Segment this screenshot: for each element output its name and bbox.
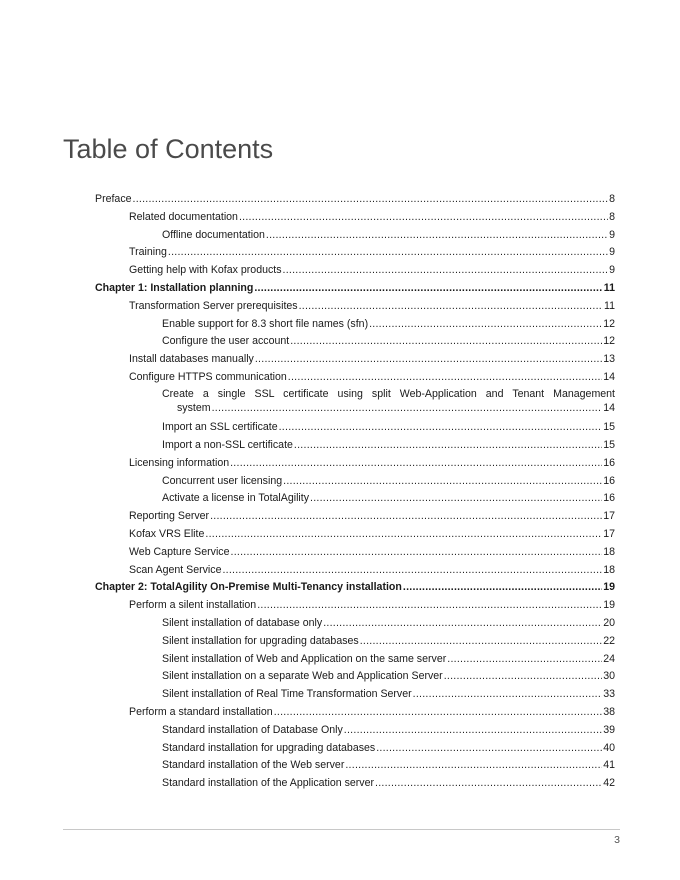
- toc-entry-page: 18: [603, 545, 615, 558]
- dot-leader: [310, 490, 602, 506]
- toc-entry-page: 38: [603, 705, 615, 718]
- toc-entry[interactable]: [162, 333, 615, 349]
- dot-leader: [288, 369, 602, 385]
- dot-leader: [222, 562, 602, 578]
- toc-entry[interactable]: [162, 615, 615, 631]
- toc-entry-page: 24: [603, 652, 615, 665]
- toc-entry-page: 14: [603, 371, 615, 383]
- toc-entry-page: 11: [604, 299, 615, 312]
- toc-entry-title: Offline documentation: [162, 228, 265, 241]
- toc-entry[interactable]: [129, 562, 615, 578]
- toc-entry-title: Transformation Server prerequisites: [129, 299, 298, 312]
- dot-leader: [205, 526, 602, 542]
- dot-leader: [413, 686, 603, 702]
- toc-entry-title: Chapter 2: TotalAgility On-Premise Multi-Tenancy installation: [95, 581, 402, 594]
- toc-entry-page: 12: [603, 335, 615, 348]
- dot-leader: [257, 597, 602, 613]
- toc-entry-title: Concurrent user licensing: [162, 474, 283, 487]
- toc-entry-title: Standard installation for upgrading databases: [162, 741, 376, 754]
- dot-leader: [299, 298, 603, 314]
- toc-entry-page: 16: [603, 492, 615, 505]
- dot-leader: [444, 668, 602, 684]
- dot-leader: [239, 209, 608, 225]
- toc-entry-title: Scan Agent Service: [129, 563, 222, 576]
- toc-entry-page: 15: [603, 421, 615, 434]
- toc-entry-page: 8: [609, 193, 615, 205]
- toc-entry-page: 12: [603, 317, 615, 330]
- dot-leader: [266, 227, 608, 243]
- toc-entry-page: 9: [609, 246, 615, 259]
- toc-entry-title: Silent installation of database only: [162, 616, 323, 629]
- toc-entry[interactable]: [162, 227, 615, 243]
- toc-entry[interactable]: [162, 387, 615, 416]
- toc-entry-title: Chapter 1: Installation planning: [95, 282, 254, 294]
- toc-entry-page: 9: [609, 228, 615, 241]
- toc-entry[interactable]: [129, 298, 615, 314]
- toc-entry-title: Activate a license in TotalAgility: [162, 492, 310, 505]
- toc-entry-title: Silent installation of Web and Application on the same server: [162, 652, 447, 665]
- toc-entry[interactable]: [162, 686, 615, 702]
- toc-entry[interactable]: [129, 262, 615, 278]
- toc-entry-page: 33: [603, 688, 615, 701]
- toc-entry-title: Standard installation of the Web server: [162, 759, 345, 772]
- toc-entry[interactable]: [162, 490, 615, 506]
- toc-entry[interactable]: [129, 508, 615, 524]
- toc-entry-title: Import a non-SSL certificate: [162, 438, 293, 451]
- dot-leader: [369, 316, 602, 332]
- dot-leader: [254, 280, 602, 296]
- toc-entry-title: Create a single SSL certificate using split Web-Application and Tenant Management: [162, 387, 615, 400]
- dot-leader: [230, 455, 602, 471]
- dot-leader: [274, 704, 603, 720]
- dot-leader: [344, 722, 602, 738]
- toc-entry[interactable]: [162, 775, 615, 791]
- toc-entry[interactable]: [129, 455, 615, 471]
- page-title: Table of Contents: [63, 134, 274, 164]
- toc-entry-title: Silent installation of Real Time Transformation Server: [162, 688, 412, 701]
- footer-divider: [63, 829, 620, 830]
- toc-entry[interactable]: [162, 722, 615, 738]
- dot-leader: [212, 401, 603, 416]
- toc-entry-title: Perform a silent installation: [129, 599, 257, 612]
- toc-entry-page: 14: [603, 402, 615, 415]
- dot-leader: [294, 437, 602, 453]
- dot-leader: [279, 419, 603, 435]
- toc-entry-page: 13: [603, 353, 615, 366]
- toc-entry[interactable]: [95, 191, 615, 207]
- toc-entry-page: 22: [603, 634, 615, 647]
- toc-entry[interactable]: [162, 316, 615, 332]
- toc-entry-title: Licensing information: [129, 456, 230, 469]
- toc-entry[interactable]: [162, 419, 615, 435]
- toc-entry-title: Configure HTTPS communication: [129, 371, 287, 383]
- toc-entry-title: Training: [129, 246, 167, 259]
- dot-leader: [283, 473, 602, 489]
- toc-entry-title: Perform a standard installation: [129, 705, 273, 718]
- toc-entry-page: 19: [603, 581, 615, 594]
- toc-entry[interactable]: [162, 437, 615, 453]
- toc-entry-title: Reporting Server: [129, 510, 210, 523]
- dot-leader: [375, 775, 602, 791]
- toc-entry-page: 16: [603, 456, 615, 469]
- dot-leader: [403, 579, 602, 595]
- toc-entry-page: 19: [603, 599, 615, 612]
- toc-entry-page: 17: [603, 510, 615, 523]
- toc-entry[interactable]: [129, 351, 615, 367]
- toc-entry[interactable]: [162, 668, 615, 684]
- toc-entry[interactable]: [95, 280, 615, 296]
- dot-leader: [133, 191, 609, 207]
- toc-entry[interactable]: [162, 651, 615, 667]
- toc-entry-page: 18: [603, 563, 615, 576]
- toc-entry-title: Web Capture Service: [129, 545, 230, 558]
- toc-entry[interactable]: [129, 526, 615, 542]
- dot-leader: [255, 351, 602, 367]
- toc-entry-title: Kofax VRS Elite: [129, 527, 205, 540]
- toc-entry-page: 39: [603, 723, 615, 736]
- toc-entry-title: Install databases manually: [129, 353, 254, 366]
- toc-entry-title: Import an SSL certificate: [162, 421, 278, 434]
- toc-entry[interactable]: [162, 757, 615, 773]
- toc-entry-title: Related documentation: [129, 210, 238, 223]
- toc-entry-title: Silent installation on a separate Web and Application Server: [162, 670, 443, 683]
- toc-entry[interactable]: [129, 369, 615, 385]
- dot-leader: [290, 333, 602, 349]
- toc-entry-page: 16: [603, 474, 615, 487]
- toc-entry-title: Standard installation of Database Only: [162, 723, 343, 736]
- toc-entry-page: 15: [603, 438, 615, 451]
- toc-entry-page: 8: [609, 210, 615, 223]
- dot-leader: [168, 244, 608, 260]
- dot-leader: [210, 508, 602, 524]
- toc-entry[interactable]: [162, 633, 615, 649]
- toc-entry[interactable]: [129, 544, 615, 560]
- toc-entry-title: Standard installation of the Application server: [162, 777, 375, 790]
- toc-entry[interactable]: [162, 740, 615, 756]
- dot-leader: [283, 262, 609, 278]
- toc-entry-title: Getting help with Kofax products: [129, 264, 282, 277]
- toc-entry[interactable]: [162, 473, 615, 489]
- toc-entry-title: Configure the user account: [162, 335, 290, 348]
- toc-entry-title: Enable support for 8.3 short file names (sfn): [162, 317, 369, 330]
- dot-leader: [447, 651, 602, 667]
- toc-entry-page: 40: [603, 741, 615, 754]
- toc-entry-title-continued: system: [177, 402, 211, 415]
- dot-leader: [376, 740, 602, 756]
- toc-entry-page: 30: [603, 670, 615, 683]
- toc-entry-page: 11: [603, 282, 615, 294]
- dot-leader: [231, 544, 603, 560]
- toc-entry-page: 41: [603, 759, 615, 772]
- toc-entry-page: 42: [603, 777, 615, 790]
- dot-leader: [323, 615, 602, 631]
- dot-leader: [360, 633, 602, 649]
- toc-entry-title: Silent installation for upgrading databases: [162, 634, 359, 647]
- toc-entry[interactable]: [95, 579, 615, 595]
- toc-entry-page: 9: [609, 264, 615, 277]
- toc-entry[interactable]: [129, 704, 615, 720]
- toc-entry-title: Preface: [95, 193, 132, 205]
- toc-entry-page: 17: [603, 527, 615, 540]
- toc-entry[interactable]: [129, 209, 615, 225]
- toc-entry-page: 20: [603, 616, 615, 629]
- dot-leader: [345, 757, 602, 773]
- toc-entry[interactable]: [129, 244, 615, 260]
- page-number: 3: [614, 834, 620, 846]
- toc-entry[interactable]: [129, 597, 615, 613]
